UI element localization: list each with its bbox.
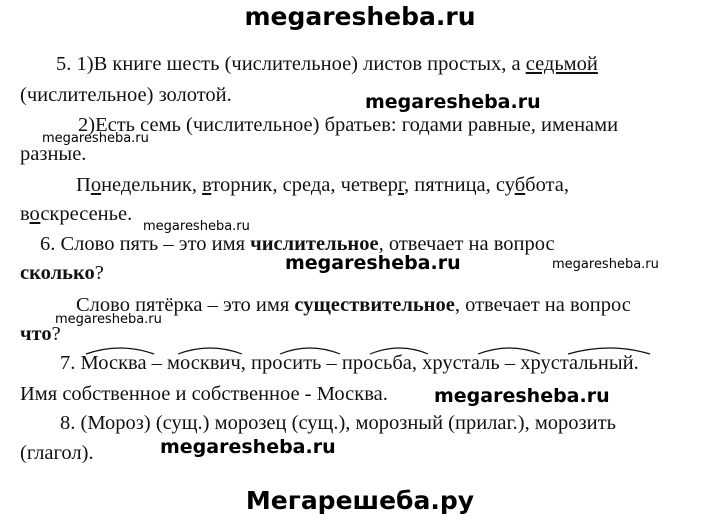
watermark-inline: megaresheba.ru [160,436,336,458]
watermark-small: megaresheba.ru [143,219,250,234]
task5-line1-text: 5. 1)В книге шесть (числительное) листов простых, а [56,53,526,75]
watermark-top: megaresheba.ru [244,2,476,31]
task6-line3: Слово пятёрка – это имя существительное, отвечает на вопрос [76,294,631,316]
watermark-small: megaresheba.ru [42,131,149,146]
task8-line2: (глагол). [20,442,94,464]
task5-days-line1: Понедельник, вторник, среда, четверг, пятница, суббота, [76,174,569,196]
task5-line4: разные. [20,143,87,165]
watermark-inline: megaresheba.ru [434,385,610,407]
watermark-bottom: Мегарешеба.ру [245,486,475,515]
task8-line1: 8. (Мороз) (сущ.) морозец (сущ.), морозный (прилаг.), морозить [60,412,616,434]
task5-line3: 2)Есть семь (числительное) братьев: годами равные, именами [78,114,619,136]
task5-days-line2: воскресенье. [20,203,133,225]
task6-line2: сколько? [20,262,104,284]
watermark-small: megaresheba.ru [552,257,659,272]
task6-line1: 6. Слово пять – это имя числительное, отвечает на вопрос [40,233,555,255]
task5-underlined-word: седьмой [525,53,598,75]
task7-line2: Имя собственное и собственное - Москва. [20,383,388,405]
task6-line4: что? [20,323,61,345]
task5-line2: (числительное) золотой. [20,84,232,106]
task7-line1: 7. Москва – москвич, просить – просьба, хрусталь – хрустальный. [60,352,639,374]
watermark-inline: megaresheba.ru [365,91,541,113]
watermark-inline: megaresheba.ru [285,252,461,274]
task5-line1 [56,52,598,76]
watermark-small: megaresheba.ru [55,312,162,327]
